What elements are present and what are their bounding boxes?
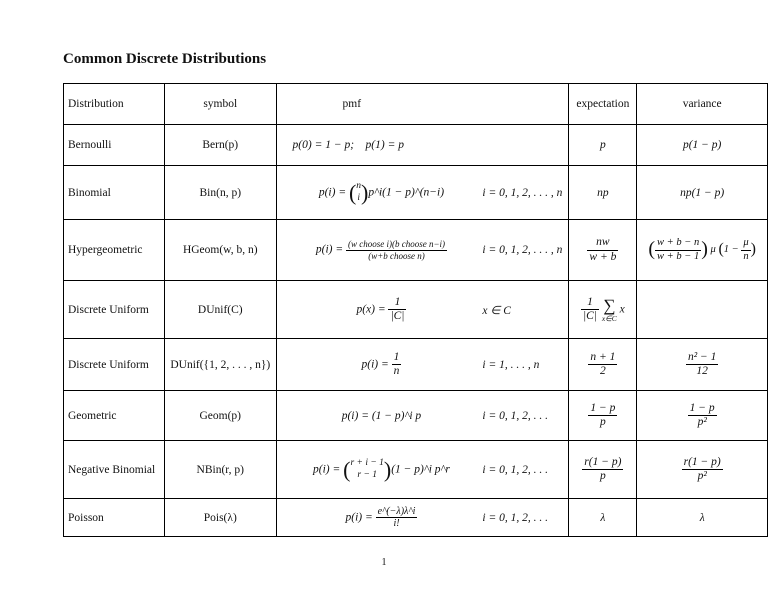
- var-denominator: w + b − 1: [657, 250, 700, 262]
- var-numerator: n² − 1: [686, 351, 718, 365]
- pmf-fraction: [346, 239, 447, 261]
- var-mu: μ: [710, 244, 716, 256]
- distribution-name: Geometric: [64, 391, 165, 441]
- pmf-lhs: p(i) =: [313, 463, 341, 476]
- sum-sign: ∑: [603, 295, 616, 315]
- header-distribution: Distribution: [64, 84, 165, 125]
- exp-numerator: r(1 − p): [582, 456, 623, 470]
- pmf-expression: [281, 351, 483, 378]
- expectation-fraction: [581, 296, 599, 323]
- header-expectation: expectation: [569, 84, 637, 125]
- pmf-cell: [276, 441, 569, 499]
- distribution-name: Poisson: [64, 499, 165, 537]
- expectation-cell: [569, 220, 637, 281]
- variance-cell: λ: [637, 499, 768, 537]
- expectation-cell: [569, 339, 637, 391]
- header-pmf: pmf: [276, 84, 569, 125]
- variance-cell: p(1 − p): [637, 125, 768, 166]
- page-title: Common Discrete Distributions: [63, 51, 267, 67]
- table-row: [64, 281, 768, 339]
- distribution-symbol: NBin(r, p): [165, 441, 277, 499]
- distribution-symbol: DUnif(C): [165, 281, 277, 339]
- variance-cell: ( $\frac{w + b - n}{w + b - 1}$ ) μ (1 − $\frac{\mu}{n}$ ): [637, 220, 768, 281]
- summation: [602, 297, 617, 323]
- exp-denominator: w + b: [589, 250, 617, 263]
- expectation-cell: λ: [569, 499, 637, 537]
- pmf-denominator: n: [393, 365, 400, 377]
- var-numerator: r(1 − p): [682, 456, 723, 470]
- variance-fraction: [688, 402, 717, 429]
- distribution-name: Negative Binomial: [64, 441, 165, 499]
- pmf-expression: p(i) = (n i)p^i(1 − p)^(n−i): [318, 179, 445, 205]
- distribution-name: Bernoulli: [64, 125, 165, 166]
- variance-cell: [637, 339, 768, 391]
- distribution-symbol: Pois(λ): [165, 499, 277, 537]
- distribution-name: Binomial: [64, 166, 165, 220]
- n-denominator: n: [743, 250, 749, 262]
- pmf-cell: [276, 391, 569, 441]
- binom-top: n: [356, 181, 362, 192]
- expectation-cell: [569, 391, 637, 441]
- pmf-support: i = 0, 1, 2, . . .: [482, 463, 548, 476]
- header-variance: variance: [637, 84, 768, 125]
- var-numerator: w + b − n: [655, 237, 701, 250]
- pmf-lhs: p(i) =: [318, 186, 347, 199]
- header-symbol: symbol: [165, 84, 277, 125]
- pmf-denominator: |C|: [390, 310, 405, 322]
- variance-cell: [637, 441, 768, 499]
- expectation-fraction: [582, 456, 623, 483]
- pmf-support: i = 1, . . . , n: [482, 358, 540, 371]
- pmf-cell: [276, 339, 569, 391]
- variance-fraction: [682, 456, 723, 483]
- pmf-expression: [281, 506, 483, 530]
- mu-over-n-fraction: [741, 237, 750, 262]
- binom-top: r + i − 1: [350, 458, 384, 469]
- binomial-coefficient: [350, 458, 383, 481]
- distribution-symbol: HGeom(w, b, n): [165, 220, 277, 281]
- distribution-name: Discrete Uniform: [64, 339, 165, 391]
- pmf-numerator: e^(−λ)λ^i: [377, 505, 416, 517]
- distribution-name: Hypergeometric: [64, 220, 165, 281]
- pmf-expression: p(i) = (1 − p)^i p: [341, 409, 422, 422]
- pmf-fraction: [376, 506, 418, 530]
- expectation-cell: np: [569, 166, 637, 220]
- table-row: [64, 441, 768, 499]
- pmf-cell: [276, 166, 569, 220]
- pmf-support: x ∈ C: [482, 304, 511, 317]
- var-one-minus: 1 −: [723, 244, 739, 256]
- pmf-rest: p^i(1 − p)^(n−i): [368, 186, 445, 199]
- exp-numerator: nw: [587, 236, 618, 250]
- expectation-fraction: [587, 236, 618, 263]
- distributions-table: [63, 83, 768, 537]
- variance-cell: np(1 − p): [637, 166, 768, 220]
- page-number: 1: [381, 557, 387, 568]
- distribution-symbol: Geom(p): [165, 391, 277, 441]
- pmf-support: i = 0, 1, 2, . . . , n: [482, 186, 563, 199]
- var-numerator: 1 − p: [688, 402, 717, 416]
- variance-cell: [637, 281, 768, 339]
- var-denominator: p²: [697, 416, 707, 428]
- pmf-cell: [276, 125, 569, 166]
- pmf-cell: [276, 499, 569, 537]
- pmf-lhs: p(i) =: [315, 243, 344, 256]
- pmf-expression: [281, 296, 483, 323]
- pmf-expression: p(i) = (r + i − 1 r − 1 )(1 − p)^i p^r: [313, 456, 450, 482]
- exp-numerator: 1 − p: [588, 402, 617, 416]
- header-row: [64, 84, 768, 125]
- pmf-numerator: 1: [388, 296, 406, 310]
- pmf-lhs: p(i) =: [361, 358, 389, 371]
- pmf-denominator: (w+b choose n): [368, 250, 425, 261]
- distribution-name: Discrete Uniform: [64, 281, 165, 339]
- pmf-expression: p(0) = 1 − p; p(1) = p: [292, 139, 404, 151]
- pmf-expression: [281, 239, 483, 261]
- table-row: [64, 499, 768, 537]
- expectation-fraction: [588, 351, 617, 378]
- variance-fraction: [655, 237, 701, 262]
- variance-fraction: [686, 351, 718, 378]
- distribution-symbol: Bern(p): [165, 125, 277, 166]
- pmf-support: i = 0, 1, 2, . . .: [482, 409, 548, 422]
- expectation-fraction: [588, 402, 617, 429]
- table-row: [64, 339, 768, 391]
- sum-subscript: x∈C: [601, 313, 617, 323]
- table-row: [64, 220, 768, 281]
- pmf-lhs: p(i) =: [345, 511, 373, 524]
- pmf-numerator: (w choose i)(b choose n−i): [347, 239, 446, 250]
- distribution-symbol: DUnif({1, 2, . . . , n}): [165, 339, 277, 391]
- exp-numerator: 1: [581, 296, 599, 310]
- pmf-numerator: 1: [392, 351, 402, 365]
- variance-cell: [637, 391, 768, 441]
- pmf-fraction: [388, 296, 406, 323]
- var-denominator: 12: [696, 365, 708, 377]
- pmf-support: i = 0, 1, 2, . . .: [482, 511, 548, 524]
- binom-bottom: r − 1: [357, 469, 377, 480]
- pmf-rest: (1 − p)^i p^r: [391, 463, 450, 476]
- expectation-cell: [569, 281, 637, 339]
- expectation-cell: [569, 441, 637, 499]
- exp-denominator: p: [600, 470, 606, 482]
- pmf-cell: [276, 281, 569, 339]
- binom-bottom: i: [357, 192, 360, 203]
- table-row: [64, 125, 768, 166]
- pmf-denominator: i!: [393, 518, 400, 529]
- exp-denominator: |C|: [583, 310, 597, 322]
- expectation-cell: p: [569, 125, 637, 166]
- distribution-symbol: Bin(n, p): [165, 166, 277, 220]
- pmf-cell: [276, 220, 569, 281]
- pmf-support: i = 0, 1, 2, . . . , n: [482, 244, 563, 256]
- exp-denominator: 2: [599, 365, 606, 377]
- pmf-lhs: p(x) =: [356, 303, 386, 316]
- pmf-fraction: [392, 351, 402, 378]
- table-row: [64, 391, 768, 441]
- table-row: [64, 166, 768, 220]
- exp-denominator: p: [599, 416, 606, 428]
- var-denominator: p²: [697, 470, 707, 482]
- mu-numerator: μ: [741, 237, 750, 250]
- sum-term: x: [619, 303, 625, 316]
- exp-numerator: n + 1: [588, 351, 617, 365]
